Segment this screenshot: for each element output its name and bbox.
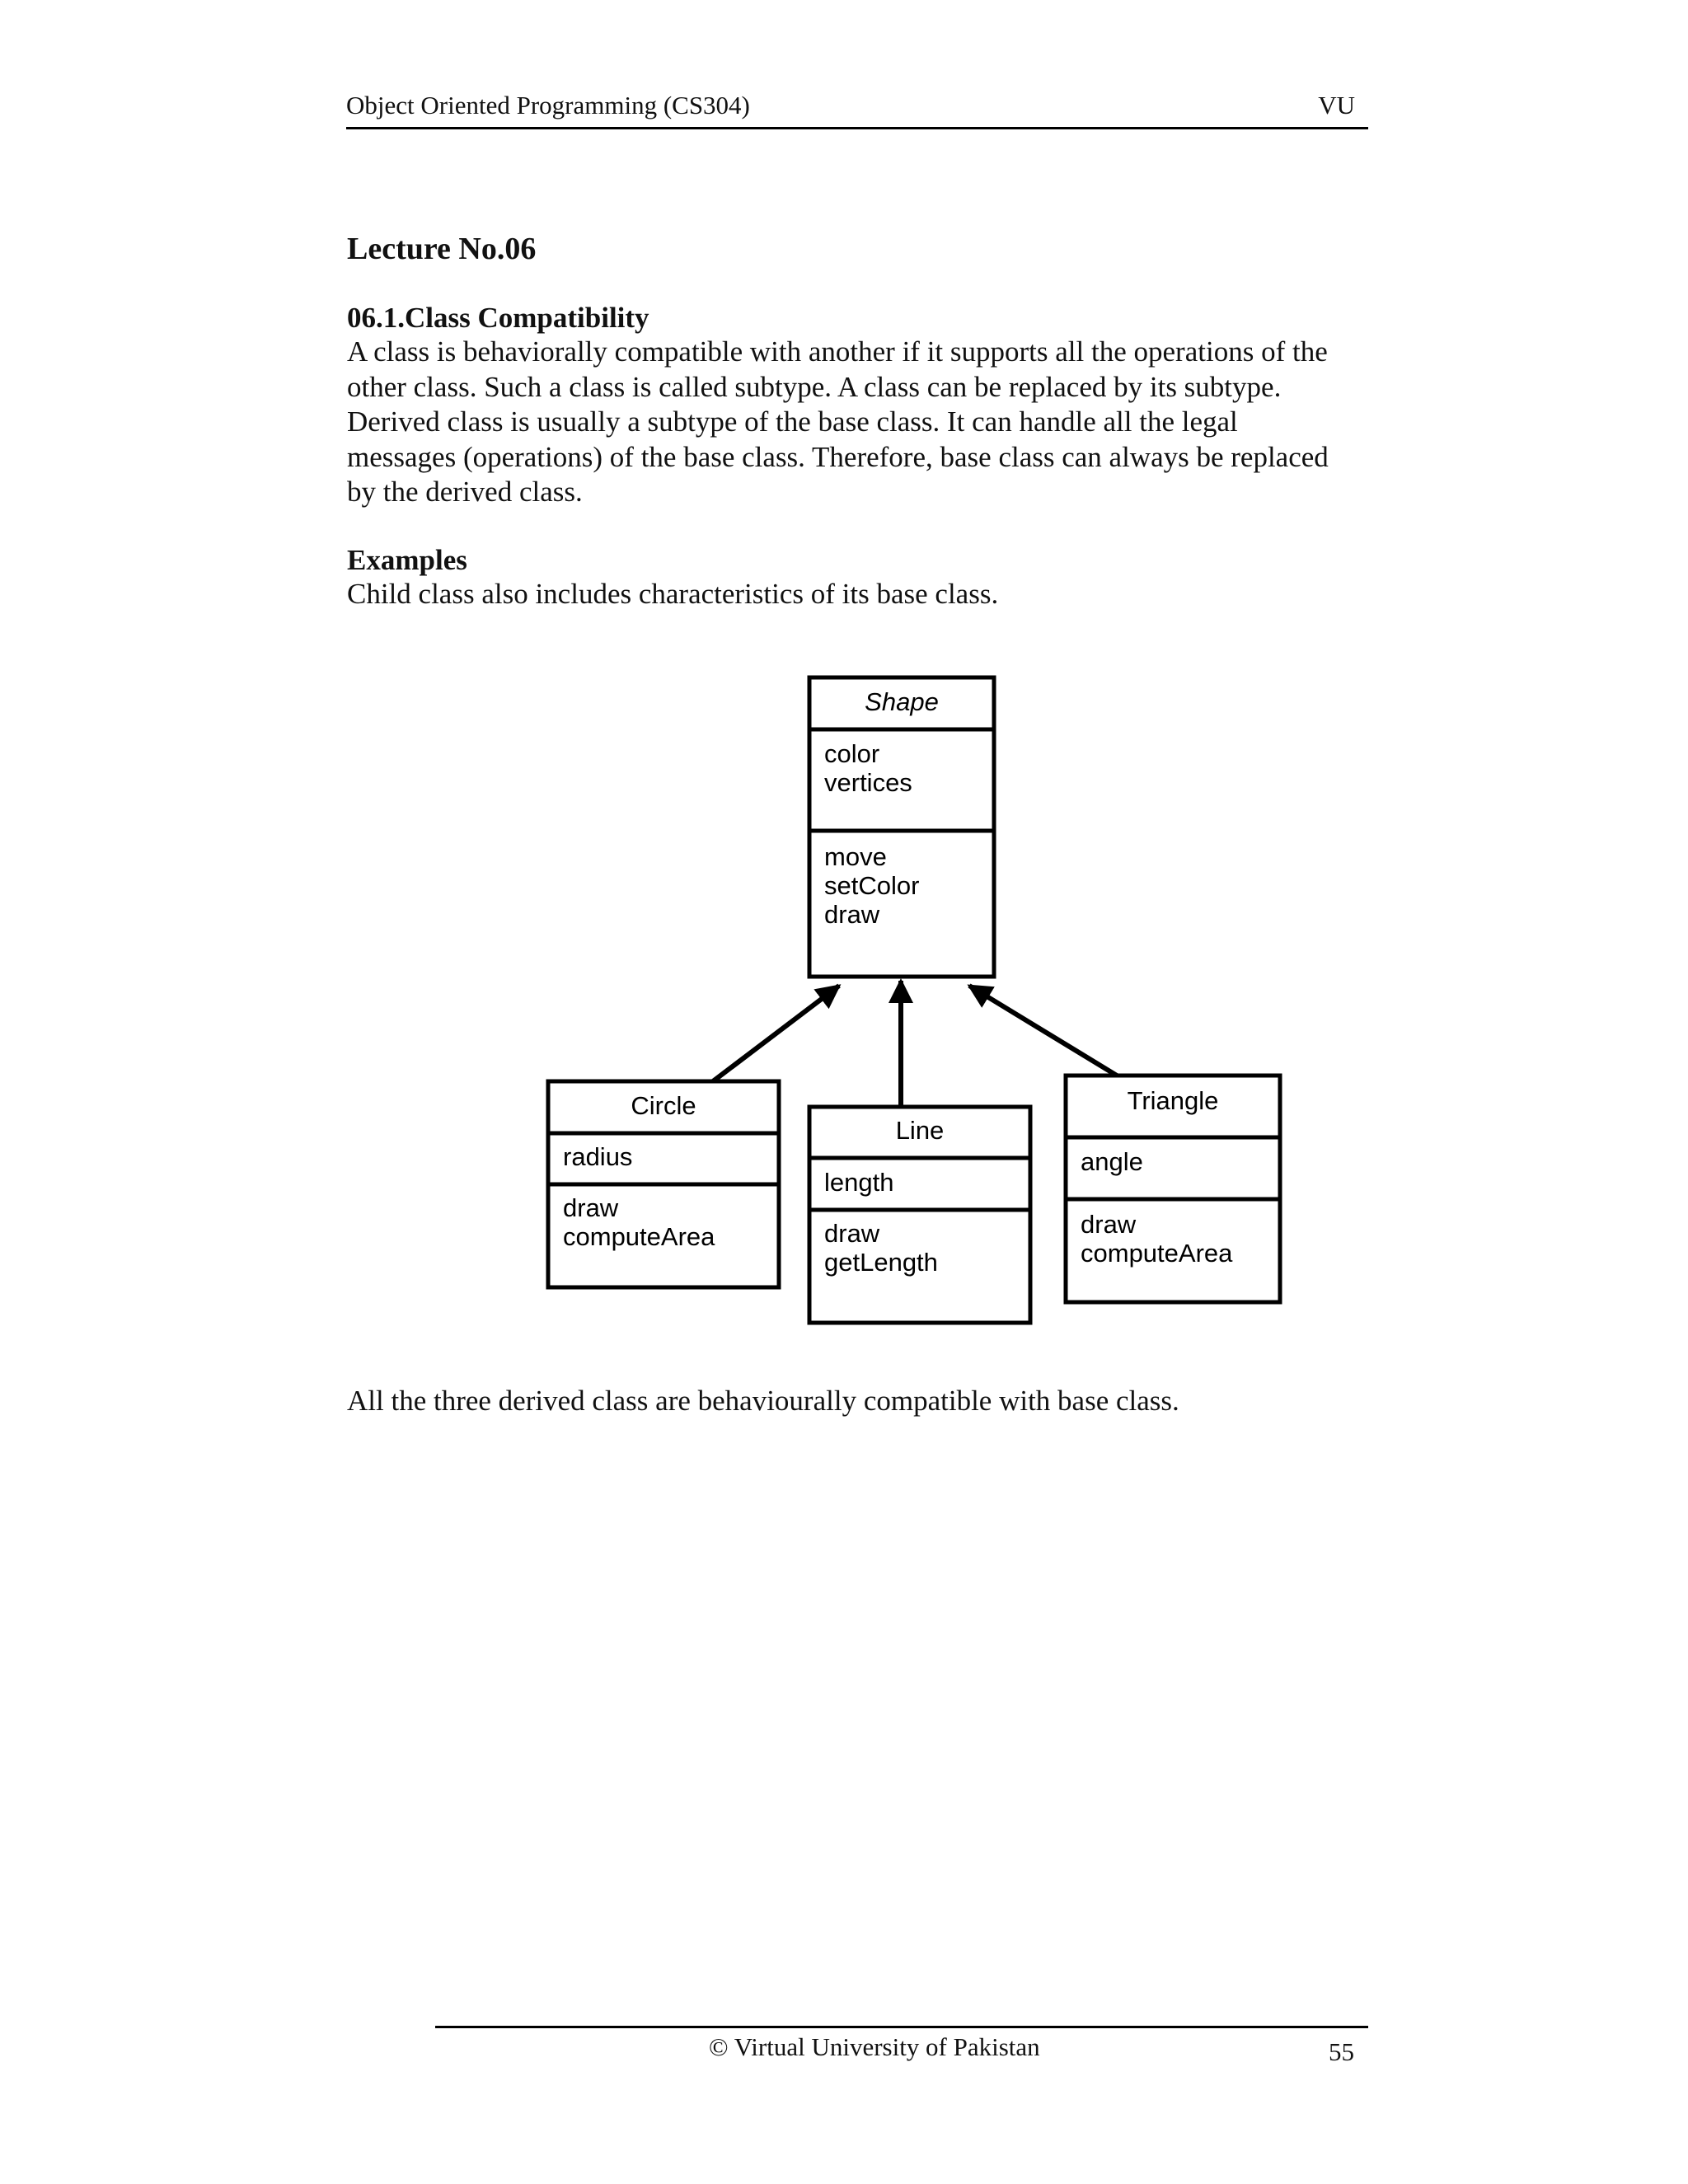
lecture-title: Lecture No.06	[347, 232, 537, 266]
paragraph-line: by the derived class.	[347, 476, 583, 508]
attribute: length	[824, 1168, 894, 1197]
operation: draw	[824, 900, 880, 929]
paragraph-line: messages (operations) of the base class. Therefore, base class can always be replaced	[347, 440, 1329, 473]
class-name-triangle: Triangle	[1127, 1086, 1219, 1115]
operation: draw	[1081, 1210, 1137, 1239]
operation: draw	[563, 1193, 619, 1222]
footer-rule	[435, 2026, 1368, 2028]
class-name-circle: Circle	[631, 1091, 696, 1120]
class-box-line	[809, 1107, 1030, 1323]
course-title: Object Oriented Programming (CS304)	[346, 91, 750, 120]
institution-abbrev: VU	[1318, 91, 1355, 120]
examples-text: Child class also includes characteristics of its base class.	[347, 578, 999, 610]
class-box-triangle	[1066, 1076, 1280, 1302]
operation: computeArea	[563, 1222, 715, 1251]
class-box-shape	[809, 677, 994, 977]
class-name-line: Line	[895, 1116, 945, 1145]
examples-heading: Examples	[347, 544, 467, 576]
arrow-triangle-to-shape	[969, 986, 1117, 1076]
operation: draw	[824, 1219, 880, 1248]
section-heading: 06.1.Class Compatibility	[347, 302, 649, 334]
paragraph-line: Derived class is usually a subtype of the base class. It can handle all the legal	[347, 405, 1238, 438]
operation: computeArea	[1081, 1239, 1233, 1268]
attribute: color	[824, 739, 880, 768]
footer-copyright: © Virtual University of Pakistan	[709, 2032, 1040, 2061]
class-name-shape: Shape	[865, 687, 939, 716]
operation: setColor	[824, 871, 920, 900]
operation: getLength	[824, 1248, 938, 1277]
closing-text: All the three derived class are behaviourally compatible with base class.	[347, 1385, 1179, 1417]
attribute: vertices	[824, 768, 912, 797]
attribute: angle	[1081, 1147, 1143, 1176]
paragraph-line: A class is behaviorally compatible with another if it supports all the operations of the	[347, 335, 1328, 368]
arrow-circle-to-shape	[713, 986, 839, 1081]
operation: move	[824, 842, 887, 871]
class-box-circle	[548, 1081, 779, 1287]
paragraph-line: other class. Such a class is called subtype. A class can be replaced by its subtype.	[347, 370, 1282, 403]
attribute: radius	[563, 1142, 633, 1171]
page-number: 55	[1329, 2037, 1354, 2066]
